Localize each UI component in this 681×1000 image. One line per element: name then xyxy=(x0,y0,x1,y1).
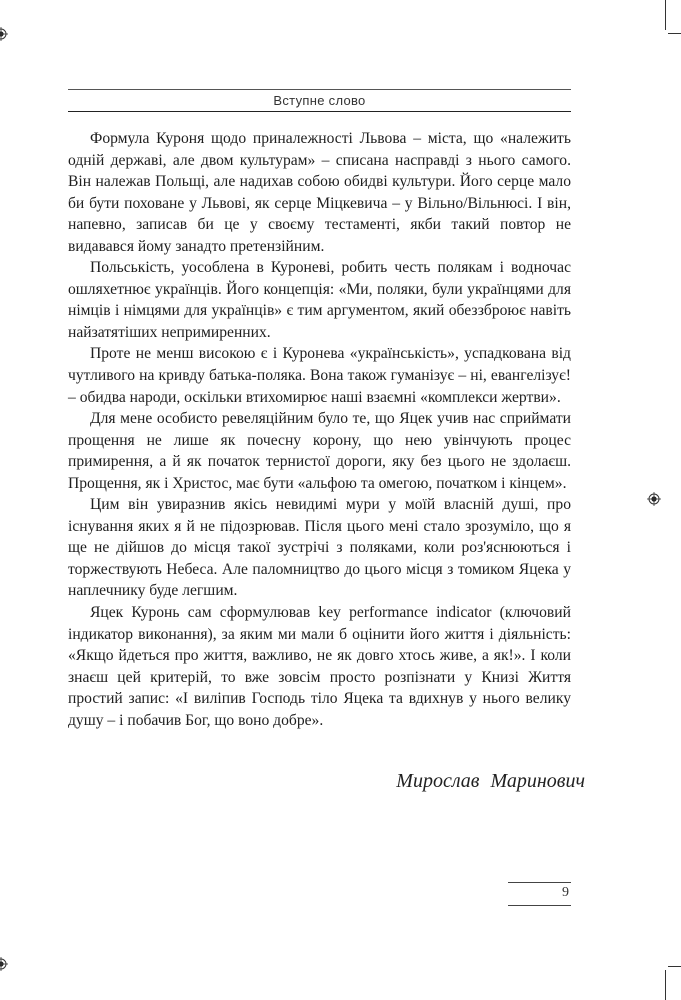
body-text xyxy=(68,128,571,731)
page-folio xyxy=(508,882,571,906)
paragraph: Проте не менш високою є і Куронева «українськість», успадкована від чутливого на кривду батька-поляка. Вона також гуманізує – ні, евангелізує! – обидва народи, оскільки втихомирює наші взаємні «комплекси жертви». xyxy=(68,345,571,406)
paragraph: Цим він увиразнив якісь невидимі мури у моїй власній душі, про існування яких я й не підозрював. Після цього мені стало зрозуміло, що я ще не дійшов до місця такої зустрічі з поляками, коли роз'яснюються і торжествують Небеса. Але паломництво до цього місця з томиком Яцека у наплечнику буде легшим. xyxy=(68,496,571,600)
folio-rule-top xyxy=(508,882,571,883)
author-signature: Мирослав Маринович xyxy=(396,770,585,792)
crop-mark-top-right-horizontal xyxy=(668,33,681,34)
folio-rule-bottom xyxy=(508,905,571,906)
page-number: 9 xyxy=(562,885,569,900)
paragraph: Яцек Куронь сам сформулював key performance indicator (ключовий індикатор виконання), за яким ми мали б оцінити його життя і діяльність: «Якщо йдеться про життя, важливо, не як довго хтось живе, а як!». І коли знаєш цей критерій, то вже зовсім просто розпізнати у Книзі Життя простий запис: «І виліпив Господь тіло Яцека та вдихнув у нього велику душу – і побачив Бог, що воно добре». xyxy=(68,604,571,729)
crop-mark-top-right-vertical xyxy=(665,0,666,30)
running-header-title: Вступне слово xyxy=(273,93,366,108)
header-rule-top xyxy=(68,89,571,90)
paragraph: Для мене особисто ревеляційним було те, що Яцек учив нас сприймати прощення не лише як почесну корону, що нею увінчують процес примирення, а й як початок тернистої дороги, яку без цього не здолаєш. Прощення, як і Христос, має бути «альфою та омегою, початком і кінцем». xyxy=(68,410,571,492)
crop-mark-bottom-right-vertical xyxy=(665,970,666,1000)
registration-target-icon xyxy=(647,492,661,506)
crop-mark-bottom-right-horizontal xyxy=(668,966,681,967)
running-header xyxy=(68,89,571,113)
paragraph: Формула Куроня щодо приналежності Львова – міста, що «належить одній державі, але двом культурам» – списана насправді з нього самого. Він належав Польщі, але надихав собою обидві культури. Його серце мало би бути поховане у Львові, як серце Міцкевича – у Вільно/Вільнюсі. І він, напевно, записав би це у своєму тестаменті, якби такий повтор не видавався йому занадто претензійним. xyxy=(68,130,571,255)
header-rule-bottom xyxy=(68,111,571,112)
registration-target-icon xyxy=(0,957,8,971)
paragraph: Польськість, уособлена в Куроневі, робить честь полякам і водночас ошляхетнює українців. Його концепція: «Ми, поляки, були українцями для німців і німцями для українців» є тим аргументом, який обеззброює навіть найзатятіших непримиренних. xyxy=(68,259,571,341)
registration-target-icon xyxy=(0,27,8,41)
